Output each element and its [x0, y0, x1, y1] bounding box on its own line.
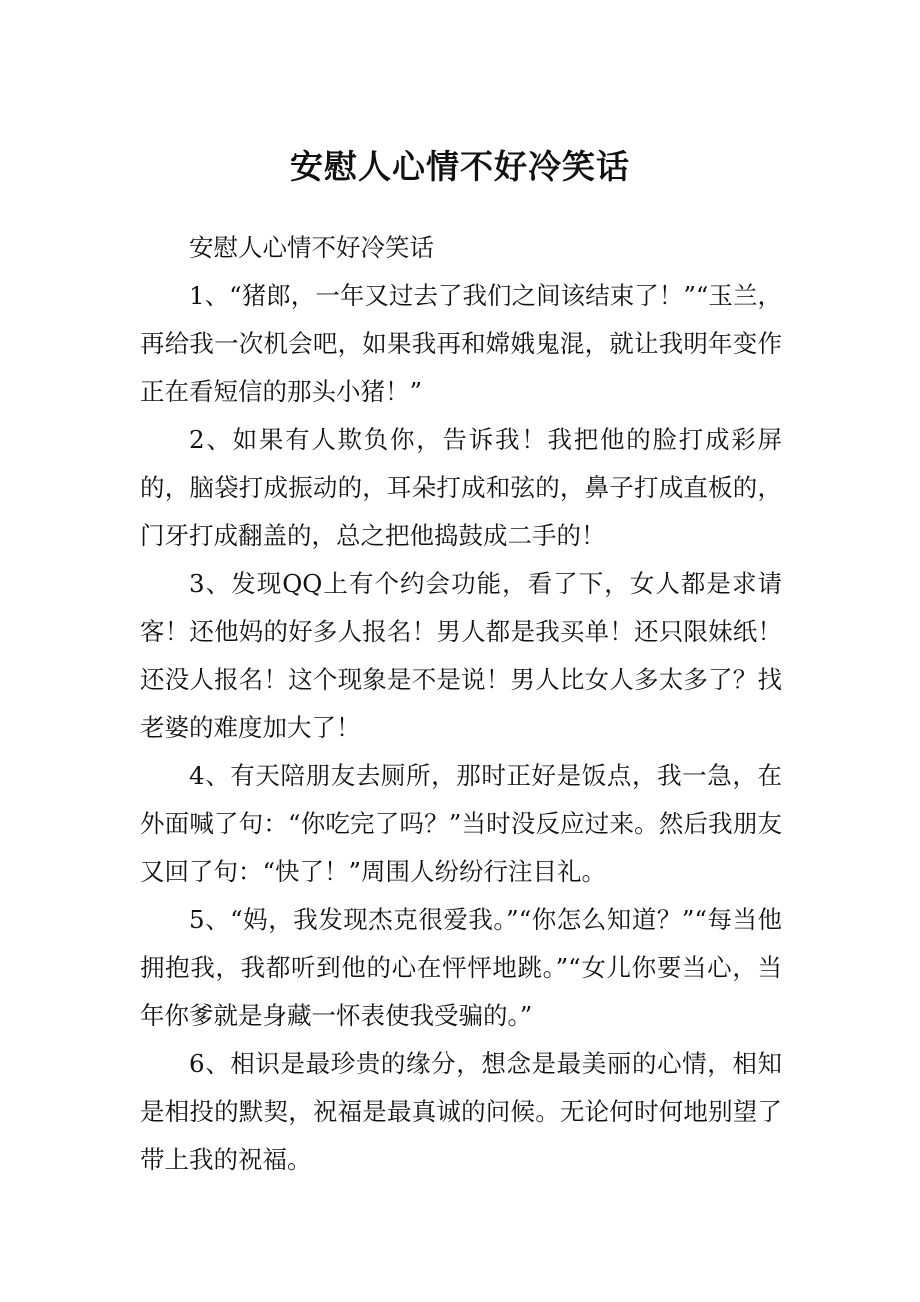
paragraph-subtitle: 安慰人心情不好冷笑话: [189, 233, 434, 262]
paragraph-joke-3: 3、发现QQ上有个约会功能，看了下，女人都是求请客！还他妈的好多人报名！男人都是我买单！还只限妹纸！还没人报名！这个现象是不是说！男人比女人多太多了？找老婆的难度加大了！: [140, 569, 782, 742]
paragraph-joke-4: 4、有天陪朋友去厕所，那时正好是饭点，我一急，在外面喊了句：“你吃完了吗？”当时没反应过来。然后我朋友又回了句：“快了！”周围人纷纷行注目礼。: [140, 761, 782, 886]
paragraph-joke-2: 2、如果有人欺负你，告诉我！我把他的脸打成彩屏的，脑袋打成振动的，耳朵打成和弦的，鼻子打成直板的，门牙打成翻盖的，总之把他捣鼓成二手的！: [140, 425, 782, 550]
paragraph-joke-5: 5、“妈，我发现杰克很爱我。”“你怎么知道？”“每当他拥抱我，我都听到他的心在怦怦地跳。”“女儿你要当心，当年你爹就是身藏一怀表使我受骗的。”: [140, 905, 782, 1030]
paragraph-joke-6: 6、相识是最珍贵的缘分，想念是最美丽的心情，相知是相投的默契，祝福是最真诚的问候。无论何时何地别望了带上我的祝福。: [140, 1049, 782, 1174]
document-title: 安慰人心情不好冷笑话: [290, 147, 630, 186]
document-body: [140, 224, 782, 1184]
paragraph-joke-1: 1、“猪郎，一年又过去了我们之间该结束了！”“玉兰，再给我一次机会吧，如果我再和嫦娥鬼混，就让我明年变作正在看短信的那头小猪！”: [140, 281, 782, 406]
